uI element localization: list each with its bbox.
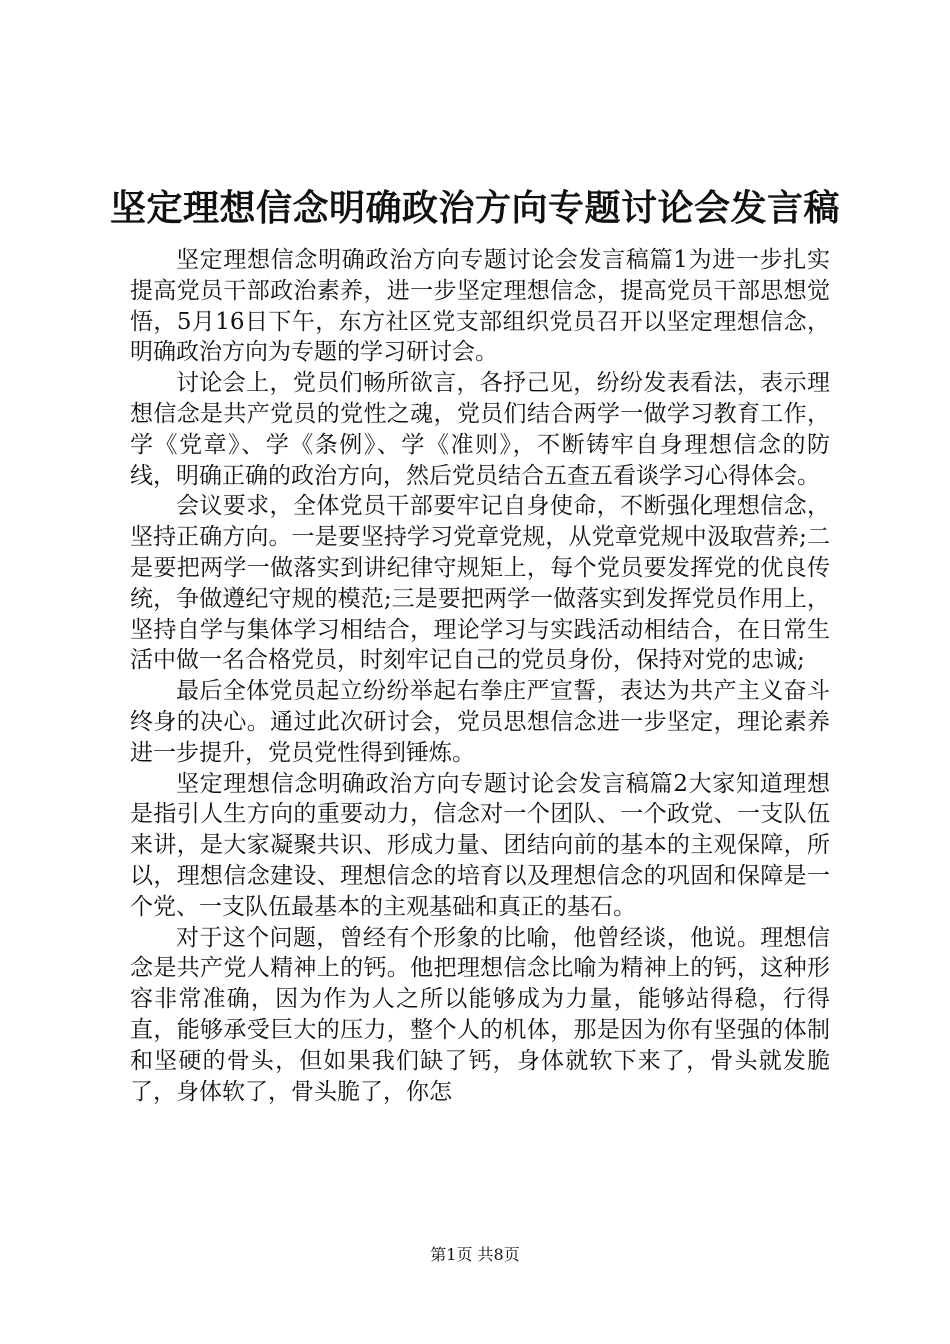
page-number-footer: 第1页 共8页 [430, 1245, 520, 1264]
paragraph: 对于这个问题，曾经有个形象的比喻，他曾经谈，他说。理想信念是共产党人精神上的钙。他把理想信念比喻为精神上的钙，这种形容非常准确，因为作为人之所以能够成为力量，能够站得稳，行得直，能够承受巨大的压力，整个人的机体，那是因为你有坚强的体制和坚硬的骨头，但如果我们缺了钙，身体就软下来了，骨头就发脆了，身体软了，骨头脆了，你怎 [130, 924, 830, 1105]
paragraph: 最后全体党员起立纷纷举起右拳庄严宣誓，表达为共产主义奋斗终身的决心。通过此次研讨会，党员思想信念进一步坚定，理论素养进一步提升，党员党性得到锤炼。 [130, 678, 830, 766]
paragraph: 坚定理想信念明确政治方向专题讨论会发言稿篇1为进一步扎实提高党员干部政治素养，进一步坚定理想信念，提高党员干部思想觉悟，5月16日下午，东方社区党支部组织党员召开以坚定理想信念，明确政治方向为专题的学习研讨会。 [130, 247, 830, 366]
paragraph: 讨论会上，党员们畅所欲言，各抒己见，纷纷发表看法，表示理想信念是共产党员的党性之魂，党员们结合两学一做学习教育工作，学《党章》、学《条例》、学《准则》，不断铸牢自身理想信念的防线，明确正确的政治方向，然后党员结合五查五看谈学习心得体会。 [130, 370, 830, 489]
document-title: 坚定理想信念明确政治方向专题讨论会发言稿 [109, 187, 840, 229]
paragraph: 坚定理想信念明确政治方向专题讨论会发言稿篇2大家知道理想是指引人生方向的重要动力，信念对一个团队、一个政党、一支队伍来讲，是大家凝聚共识、形成力量、团结向前的基本的主观保障，所以，理想信念建设、理想信念的培育以及理想信念的巩固和保障是一个党、一支队伍最基本的主观基础和真正的基石。 [130, 770, 830, 920]
paragraph: 会议要求，全体党员干部要牢记自身使命，不断强化理想信念，坚持正确方向。一是要坚持学习党章党规，从党章党规中汲取营养;二是要把两学一做落实到讲纪律守规矩上，每个党员要发挥党的优良传统，争做遵纪守规的模范;三是要把两学一做落实到发挥党员作用上，坚持自学与集体学习相结合，理论学习与实践活动相结合，在日常生活中做一名合格党员，时刻牢记自己的党员身份，保持对党的忠诚; [130, 493, 830, 674]
document-body [130, 245, 830, 1107]
